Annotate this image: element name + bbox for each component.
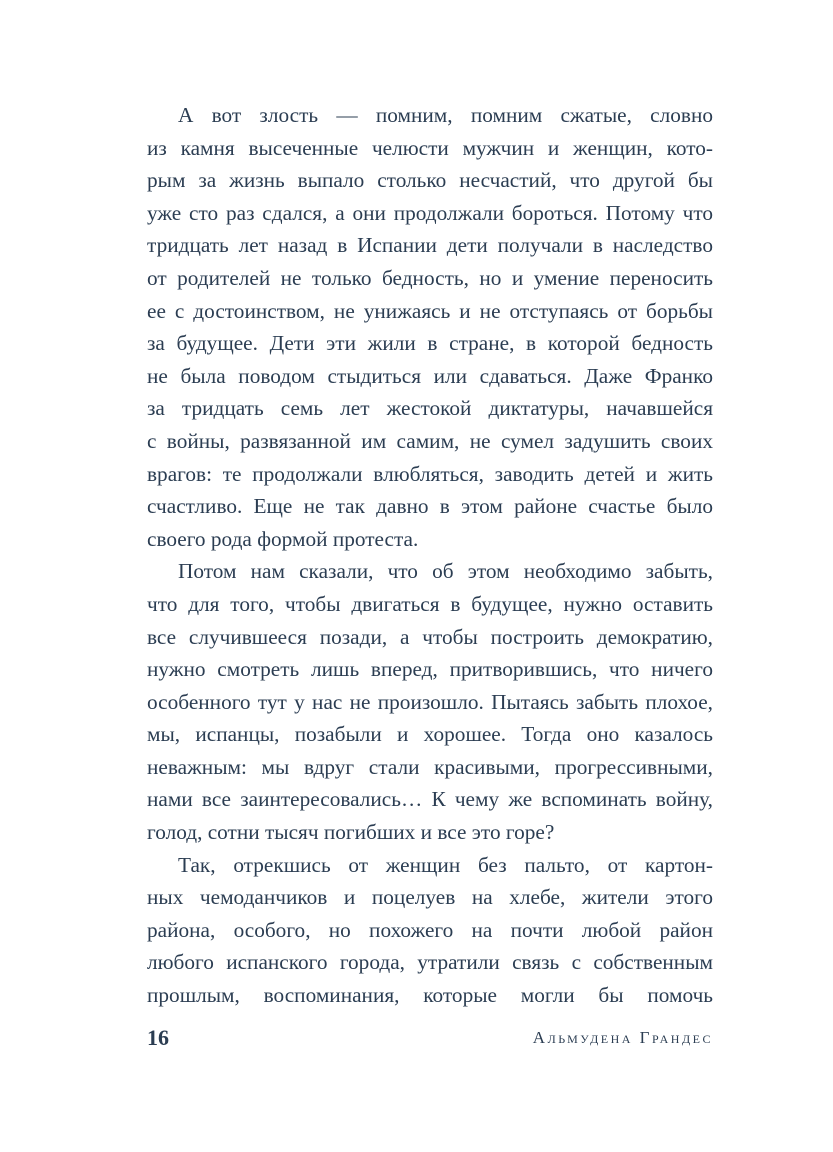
paragraph-2-line-7: неважным: мы вдруг стали красивыми, прогрессивными,	[147, 754, 713, 779]
paragraph-1-line-1: А вот злость — помним, помним сжатые, словно	[178, 103, 713, 127]
body-text	[147, 99, 713, 1012]
page-footer	[147, 1022, 713, 1054]
paragraph-1-line-4: уже сто раз сдался, а они продолжали бороться. Потому что	[147, 200, 713, 225]
paragraph-2-line-6: мы, испанцы, позабыли и хорошее. Тогда оно казалось	[147, 722, 713, 747]
paragraph-2-line-1: Потом нам сказали, что об этом необходимо забыть,	[178, 559, 713, 584]
page-number: 16	[147, 1025, 169, 1050]
paragraph-3-line-3: района, особого, но похожего на почти любой район	[147, 917, 713, 942]
paragraph-3-line-1: Так, отрекшись от женщин без пальто, от картон-	[178, 852, 713, 877]
paragraph-1-line-6: от родителей не только бедность, но и умение переносить	[147, 265, 713, 290]
paragraph-1-line-11: с войны, развязанной им самим, не сумел задушить своих	[147, 428, 713, 453]
paragraph-1-line-12: врагов: те продолжали влюбляться, заводить детей и жить	[147, 461, 713, 486]
paragraph-1-line-10: за тридцать семь лет жестокой диктатуры, начавшейся	[147, 396, 713, 421]
paragraph-2-line-8: нами все заинтересовались… К чему же вспоминать войну,	[147, 787, 713, 812]
paragraph-1-line-5: тридцать лет назад в Испании дети получали в наследство	[147, 233, 713, 258]
paragraph-1-line-13: счастливо. Еще не так давно в этом районе счастье было	[147, 494, 713, 519]
paragraph-1-line-7: ее с достоинством, не унижаясь и не отступаясь от борьбы	[147, 298, 713, 323]
running-head-author: Альмудена Грандес	[532, 1028, 713, 1047]
paragraph-1-line-3: рым за жизнь выпало столько несчастий, что другой бы	[147, 168, 713, 193]
paragraph-3-line-5: прошлым, воспоминания, которые могли бы помочь	[147, 983, 713, 1008]
paragraph-2-line-2: что для того, чтобы двигаться в будущее, нужно оставить	[147, 591, 713, 616]
paragraph-2-line-5: особенного тут у нас не произошло. Пытаясь забыть плохое,	[147, 689, 713, 714]
paragraph-1-line-14: своего рода формой протеста.	[147, 526, 419, 551]
paragraph-1-line-2: из камня высеченные челюсти мужчин и женщин, кото-	[147, 135, 713, 160]
paragraph-1-line-9: не была поводом стыдиться или сдаваться. Даже Франко	[147, 363, 713, 388]
paragraph-2-line-3: все случившееся позади, а чтобы построить демократию,	[147, 624, 713, 649]
paragraph-3-line-2: ных чемоданчиков и поцелуев на хлебе, жители этого	[147, 885, 713, 910]
paragraph-1-line-8: за будущее. Дети эти жили в стране, в которой бедность	[147, 331, 713, 356]
paragraph-3-line-4: любого испанского города, утратили связь с собственным	[147, 950, 713, 975]
paragraph-2-line-9: голод, сотни тысяч погибших и все это горе?	[147, 820, 555, 845]
paragraph-2-line-4: нужно смотреть лишь вперед, притворившись, что ничего	[147, 657, 713, 682]
